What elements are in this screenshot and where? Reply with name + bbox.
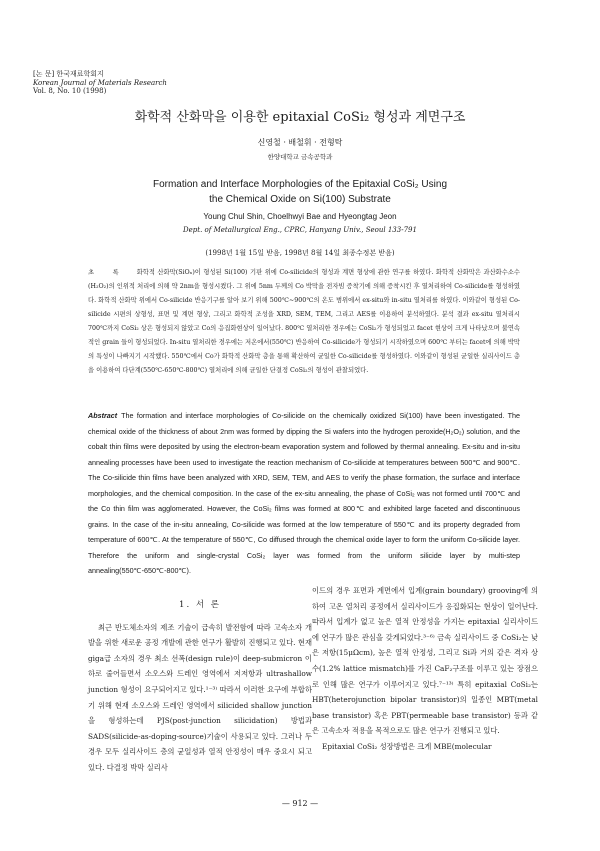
title-korean: 화학적 산화막을 이용한 epitaxial CoSi₂ 형성과 계면구조: [134, 110, 466, 125]
title-english-line1: Formation and Interface Morphologies of the Epitaxial CoSi₂ Using: [152, 179, 448, 190]
abstract-korean: [88, 266, 520, 378]
journal-header: [33, 70, 167, 96]
body-paragraph: 이드의 경우 표면과 계면에서 입계(grain boundary) grooving에 의하여 고온 열처리 공정에서 실리사이드가 응집화되는 현상이 일어난다. 따라서 입계가 없고 높은 열적 안정성을 가지는 epitaxial 실리사이드에 연구가 많은 관심을 갖게되었다.³⁻⁶⁾ 금속 실리사이드 중 CoSi₂는 낮은 저항(15μΩcm), 높은 열적 안정성, 그리고 Si과 거의 같은 격자 상수(1.2% lattice mismatch)를 가진 CaF₂구조를 이루고 있는 장점으로 인해 많은 연구가 이루어지고 있다.⁷⁻¹³⁾ 특히 epitaxial CoSi₂는 HBT(heterojunction bipolar transistor)의 일종인 MBT(metal base transistor) 혹은 PBT(permeable base transistor) 등과 같은 고속소자 적용을 목적으로도 많은 연구가 진행되고 있다.: [312, 586, 538, 736]
title-english-line2: the Chemical Oxide on Si(100) Substrate: [209, 194, 391, 205]
body-column-right: [312, 583, 538, 755]
affiliation-english: Dept. of Metallurgical Eng., CPRC, Hanyang Univ., Seoul 133-791: [183, 226, 417, 234]
journal-header-line2: Korean Journal of Materials Research: [33, 78, 167, 87]
authors-english: Young Chul Shin, Choelhwyi Bae and Hyeongtag Jeon: [203, 212, 397, 221]
authors-korean: 신영철 · 배철휘 · 전형탁: [257, 138, 343, 147]
abstract-english-text: The formation and interface morphologies of Co-silicide on the chemically oxidized Si(100) have been investigated. The chemical oxide of the thickness of about 2nm was formed by dipping the Si wafers into the hydrogen peroxide(H₂O₂) solution, and the cobalt thin films were deposited by using the electron-beam evaporation system and followed by thermal annealing. Ex-situ and in-situ annealing processes have been used to investigate the reaction mechanism of Co-silicide at temperatures between 500℃ and 900℃. The Co-silicide thin films have been analyzed with XRD, SEM, TEM, and AES to verify the phase formation, the surface and interface morphologies, and the chemical composition. In the case of the ex-situ annealing, the phase of CoSi₂ was not formed until 700℃ and the Co thin film was agglomerated. However, the CoSi₂ films was formed at 800℃ and exhibited large faceted and discontinuous grains. In the case of the in-situ annealing, Co-silicide was formed at the low temperature of 550℃ and its property degraded from temperature of 600℃. At the temperature of 550℃, Co diffused through the chemical oxide layer to form the uniform Co-silicide layer. Therefore the uniform and single-crystal CoSi₂ layer was formed from the uniform silicide layer by multi-step annealing(550℃-650℃-800℃).: [88, 411, 520, 575]
body-paragraph: 최근 반도체소자의 제조 기술이 급속히 발전함에 따라 고속소자 개발을 위한 새로운 공정 개발에 관한 연구가 활발히 진행되고 있다. 현재 giga급 소자의 경우 최소 선폭(design rule)이 deep-submicron 이하로 줄어들면서 소오스와 드레인 영역에서 저저항과 ultrashallow junction 형성이 요구되어지고 있다.¹⁻³⁾ 따라서 이러한 요구에 부합하기 위해 현재 소오스와 드레인 영역에서 silicided shallow junction을 형성하는데 PJS(post-junction silicidation) 방법과 SADS(silicide-as-doping-source)기술이 사용되고 있다. 그러나 두 경우 모두 실리사이드 층의 균일성과 열적 안정성이 매우 중요시 되고 있다. 다결정 박막 실리사: [88, 622, 312, 772]
abstract-english: [88, 408, 520, 579]
body-column-left: [88, 598, 312, 776]
affiliation-korean: 한양대학교 금속공학과: [267, 153, 333, 161]
journal-header-line3: Vol. 8, No. 10 (1998): [33, 87, 107, 95]
abstract-english-label: Abstract: [88, 411, 118, 420]
received-dates: (1998년 1월 15일 받음, 1998년 8월 14일 최종수정본 받음): [205, 249, 395, 257]
title-english: [0, 177, 600, 207]
abstract-korean-text: 화학적 산화막(SiOₓ)이 형성된 Si(100) 기판 위에 Co-silicide의 형성과 계면 형상에 관한 연구를 하였다. 화학적 산화막은 과산화수소수(H₂O₂)의 인위적 처리에 의해 약 2nm을 형성시켰다. 그 위에 5nm 두께의 Co 박막을 전자빔 증착기에 의해 증착시킨 후 열처리하여 Co-silicide를 형성하였다. 화학적 산화막 위에서 Co-silicide 반응기구를 알아 보기 위해 500℃~900℃의 온도 범위에서 ex-situ와 in-situ 열처리를 하였다. 이와같이 형성된 Co-silicide 시편의 상형성, 표면 및 계면 형상, 그리고 화학적 조성을 XRD, SEM, TEM, 그리고 AES를 이용하여 분석하였다. 분석 결과 ex-situ 열처리시 700℃까지 CoSi₂ 상은 형성되지 않았고 Co의 응집화현상이 일어났다. 800℃ 열처리한 경우에는 CoSi₂가 형성되었고 facet 현상이 크게 나타났으며 불연속적인 grain 들이 형성되었다. In-situ 열처리한 경우에는 저온에서(550℃) 반응하여 Co-silicide가 형성되기 시작하였으며 600℃ 부터는 facet에 의해 박막의 특성이 나빠지기 시작했다. 550℃에서 Co가 화학적 산화막 층을 통해 확산하여 균일한 Co-silicide를 형성하였다. 이와같이 형성된 균일한 실리사이드 층을 이용하여 다단계(550℃-650℃-800℃) 열처리에 의해 균일한 단결정 CoSi₂의 형성이 관찰되었다.: [88, 269, 520, 374]
body-paragraph: Epitaxial CoSi₂ 성장방법은 크게 MBE(molecular: [322, 741, 492, 751]
abstract-korean-label: 초 록: [88, 269, 127, 276]
page-number: — 912 —: [281, 799, 319, 808]
journal-header-line1: [논 문] 한국재료학회지: [33, 70, 104, 78]
section-title-introduction: 1. 서 론: [179, 600, 221, 610]
